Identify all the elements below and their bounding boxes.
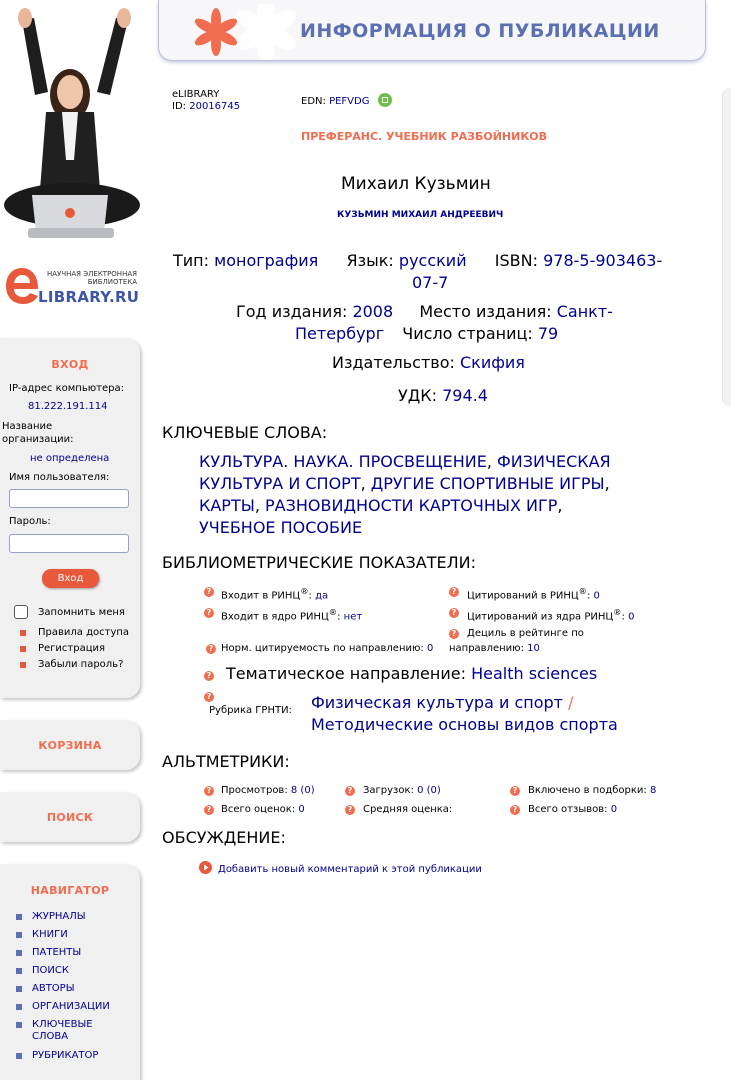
pages-label: Число страниц:: [402, 324, 533, 343]
question-icon[interactable]: ?: [204, 608, 214, 618]
citations-core-metric: [467, 607, 634, 622]
bullet-square-icon: [16, 986, 22, 992]
place-pages-row: [295, 324, 558, 343]
add-comment-link[interactable]: Добавить новый комментарий к этой публикации: [218, 864, 482, 875]
downloads-value: 0 (0): [417, 785, 441, 796]
grnti-values: [311, 692, 618, 736]
question-icon[interactable]: ?: [345, 805, 355, 815]
bullet-square-icon: [20, 630, 26, 636]
ip-value: 81.222.191.114: [28, 401, 108, 412]
year-place-row: [236, 302, 613, 321]
norm-citation-metric: [221, 643, 433, 654]
nav-search[interactable]: ПОИСК: [32, 965, 69, 976]
org-value: не определена: [30, 453, 110, 464]
views-value: 8 (0): [290, 785, 315, 796]
grnti-value-1: Физическая культура и спорт: [311, 693, 563, 712]
keyword-link[interactable]: УЧЕБНОЕ ПОСОБИЕ: [199, 518, 363, 537]
remember-me-checkbox[interactable]: [14, 605, 28, 619]
bullet-square-icon: [20, 646, 26, 652]
registration-link[interactable]: Регистрация: [38, 643, 106, 654]
avg-rating-label: Средняя оценка:: [363, 804, 453, 815]
views-label: Просмотров:: [221, 785, 288, 796]
nav-organizations[interactable]: ОРГАНИЗАЦИИ: [32, 1001, 110, 1012]
question-icon[interactable]: ?: [345, 786, 355, 796]
keywords-section-title: КЛЮЧЕВЫЕ СЛОВА:: [162, 423, 328, 442]
question-icon[interactable]: ?: [449, 608, 459, 618]
udk-label: УДК:: [398, 386, 437, 405]
edn-qr-icon[interactable]: [378, 93, 392, 107]
place-value-line-1: Санкт-: [556, 302, 613, 321]
question-icon[interactable]: ?: [449, 629, 459, 639]
author-full-name-link[interactable]: КУЗЬМИН МИХАИЛ АНДРЕЕВИЧ: [337, 210, 504, 220]
right-side-panel-edge: [722, 88, 731, 406]
login-button[interactable]: Вход: [42, 569, 99, 588]
discussion-section-title: ОБСУЖДЕНИЕ:: [162, 828, 286, 847]
downloads-metric: [363, 785, 441, 796]
edn-label: EDN:: [301, 96, 326, 107]
keyword-link[interactable]: ФИЗИЧЕСКАЯ: [497, 452, 611, 471]
cart-title[interactable]: КОРЗИНА: [38, 739, 102, 752]
bullet-square-icon: [16, 1004, 22, 1010]
keyword-link[interactable]: РАЗНОВИДНОСТИ КАРТОЧНЫХ ИГР: [265, 496, 558, 515]
reviews-metric: [528, 804, 617, 815]
type-label: Тип:: [173, 251, 210, 270]
id-value: 20016745: [189, 101, 241, 112]
citations-label: Цитирований в РИНЦ: [467, 590, 579, 602]
question-icon[interactable]: ?: [510, 786, 520, 796]
decile-value: 10: [527, 643, 540, 654]
question-icon[interactable]: ?: [204, 692, 214, 702]
bullet-square-icon: [16, 1053, 22, 1059]
reviews-value: 0: [610, 804, 618, 815]
question-icon[interactable]: ?: [204, 587, 214, 597]
rinc-label: Входит в РИНЦ: [221, 590, 301, 602]
navigator-panel: [0, 864, 140, 1080]
nav-keywords[interactable]: КЛЮЧЕВЫЕ СЛОВА: [32, 1019, 93, 1042]
collections-metric: [528, 785, 656, 796]
question-icon[interactable]: ?: [204, 786, 214, 796]
bullet-square-icon: [16, 932, 22, 938]
altmetrics-section-title: АЛЬТМЕТРИКИ:: [162, 752, 290, 771]
colon: :: [337, 611, 341, 623]
year-value: 2008: [352, 302, 394, 321]
navigator-title: НАВИГАТОР: [30, 884, 110, 897]
year-label: Год издания:: [236, 302, 348, 321]
nav-patents[interactable]: ПАТЕНТЫ: [32, 947, 82, 958]
elibrary-label: eLIBRARY: [172, 89, 220, 100]
nav-journals[interactable]: ЖУРНАЛЫ: [32, 911, 86, 922]
username-input[interactable]: [9, 489, 129, 508]
login-panel: [0, 338, 140, 698]
ratings-metric: [221, 804, 305, 815]
isbn-value-line-1: 978-5-903463-: [543, 251, 663, 270]
grnti-separator: /: [568, 693, 574, 712]
rinc-value: да: [315, 590, 329, 602]
id-label: ID:: [172, 101, 187, 112]
search-title[interactable]: ПОИСК: [46, 811, 94, 824]
nav-authors[interactable]: АВТОРЫ: [32, 983, 75, 994]
elibrary-e-logo-icon: [4, 266, 40, 306]
reviews-label: Всего отзывов:: [528, 804, 608, 815]
rinc-core-label: Входит в ядро РИНЦ: [221, 611, 329, 623]
author-name: Михаил Кузьмин: [341, 174, 491, 194]
remember-me-label: Запомнить меня: [38, 607, 125, 618]
nav-books[interactable]: КНИГИ: [32, 929, 68, 940]
place-label: Место издания:: [419, 302, 552, 321]
colon: :: [586, 590, 591, 602]
rinc-metric: [221, 586, 328, 601]
lang-value: русский: [398, 251, 467, 270]
access-rules-link[interactable]: Правила доступа: [38, 627, 130, 638]
reg-mark: ®: [328, 607, 338, 617]
grnti-value-2: Методические основы видов спорта: [311, 715, 618, 734]
citations-core-label: Цитирований из ядра РИНЦ: [467, 611, 614, 623]
question-icon[interactable]: ?: [449, 587, 459, 597]
publisher-row: [332, 353, 525, 372]
rinc-core-value: нет: [343, 611, 363, 623]
norm-citation-value: 0: [426, 643, 434, 654]
citations-core-value: 0: [628, 611, 635, 623]
logo-line-2: БИБЛИОТЕКА: [87, 278, 137, 286]
elibrary-id-block: [172, 89, 240, 113]
edn-block: [301, 96, 369, 107]
page-title: ИНФОРМАЦИЯ О ПУБЛИКАЦИИ: [300, 20, 660, 42]
keyword-link[interactable]: КАРТЫ: [199, 496, 255, 515]
bullet-square-icon: [16, 914, 22, 920]
pages-value: 79: [537, 324, 559, 343]
publication-title: ПРЕФЕРАНС. УЧЕБНИК РАЗБОЙНИКОВ: [301, 130, 548, 143]
question-icon[interactable]: ?: [206, 644, 216, 654]
rinc-core-metric: [221, 607, 362, 622]
bullet-square-icon: [16, 1022, 22, 1028]
collections-value: 8: [649, 785, 657, 796]
type-lang-isbn-row: [173, 251, 662, 270]
ratings-value: 0: [298, 804, 305, 815]
udk-value: 794.4: [442, 386, 488, 405]
theme-value: Health sciences: [471, 664, 598, 683]
logo-brand: LIBRARY.RU: [38, 288, 140, 306]
reg-mark: ®: [578, 586, 587, 596]
search-panel[interactable]: [0, 792, 140, 842]
question-icon[interactable]: ?: [510, 805, 520, 815]
norm-citation-label: Норм. цитируемость по направлению:: [221, 643, 424, 654]
colon: :: [621, 611, 625, 623]
edn-value[interactable]: PEFVDG: [329, 96, 370, 107]
login-title: ВХОД: [51, 358, 89, 371]
keywords-list: КУЛЬТУРА. НАУКА. ПРОСВЕЩЕНИЕ, ФИЗИЧЕСКАЯ КУЛЬТУРА И СПОРТ, ДРУГИЕ СПОРТИВНЫЕ ИГРЫ, КАРТЫ, РАЗНОВИДНОСТИ КАРТОЧНЫХ ИГР, УЧЕБНОЕ ПОСОБИЕ: [199, 452, 611, 537]
decile-label-line-2: направлению:: [449, 643, 524, 654]
hero-woman-with-laptop-image: [0, 0, 145, 250]
keyword-link[interactable]: КУЛЬТУРА. НАУКА. ПРОСВЕЩЕНИЕ: [199, 452, 487, 471]
reg-mark: ®: [613, 607, 622, 617]
nav-rubricator[interactable]: РУБРИКАТОР: [32, 1050, 99, 1061]
password-input[interactable]: [9, 534, 129, 553]
org-label: Название организации:: [2, 421, 74, 445]
type-value: монография: [214, 251, 319, 270]
forgot-password-link[interactable]: Забыли пароль?: [38, 659, 124, 670]
ratings-label: Всего оценок:: [221, 804, 296, 815]
keyword-link[interactable]: ДРУГИЕ СПОРТИВНЫЕ ИГРЫ: [370, 474, 605, 493]
isbn-value-line-2: 07-7: [412, 273, 449, 292]
keyword-link[interactable]: КУЛЬТУРА И СПОРТ: [199, 474, 361, 493]
collections-label: Включено в подборки:: [528, 785, 647, 796]
elibrary-logo[interactable]: [4, 266, 142, 310]
decile-label-line-1: Дециль в рейтинге по: [467, 628, 584, 639]
downloads-label: Загрузок:: [363, 785, 414, 796]
decile-metric: [449, 643, 540, 654]
play-arrow-icon[interactable]: [199, 861, 212, 874]
bibliometrics-section-title: БИБЛИОМЕТРИЧЕСКИЕ ПОКАЗАТЕЛИ:: [162, 553, 476, 572]
citations-metric: [467, 586, 600, 601]
udk-row: [398, 386, 488, 405]
cart-panel[interactable]: [0, 720, 140, 770]
bullet-square-icon: [20, 662, 26, 668]
colon: :: [308, 590, 312, 602]
place-value-line-2: Петербург: [295, 324, 385, 343]
grnti-label: Рубрика ГРНТИ:: [209, 705, 292, 716]
ip-label: IP-адрес компьютера:: [9, 383, 124, 394]
lang-label: Язык:: [346, 251, 394, 270]
views-metric: [221, 785, 315, 796]
password-label: Пароль:: [9, 516, 51, 527]
publisher-label: Издательство:: [332, 353, 455, 372]
isbn-label: ISBN:: [494, 251, 538, 270]
question-icon[interactable]: ?: [204, 671, 214, 681]
logo-line-1: НАУЧНАЯ ЭЛЕКТРОННАЯ: [47, 270, 137, 278]
username-label: Имя пользователя:: [9, 472, 110, 483]
theme-row: [226, 664, 597, 683]
bullet-square-icon: [16, 968, 22, 974]
bullet-square-icon: [16, 950, 22, 956]
theme-label: Тематическое направление:: [226, 664, 466, 683]
reg-mark: ®: [300, 586, 309, 596]
question-icon[interactable]: ?: [204, 805, 214, 815]
citations-value: 0: [593, 590, 600, 602]
publisher-link[interactable]: Скифия: [459, 353, 525, 372]
asterisk-logo-icon: [190, 4, 305, 60]
